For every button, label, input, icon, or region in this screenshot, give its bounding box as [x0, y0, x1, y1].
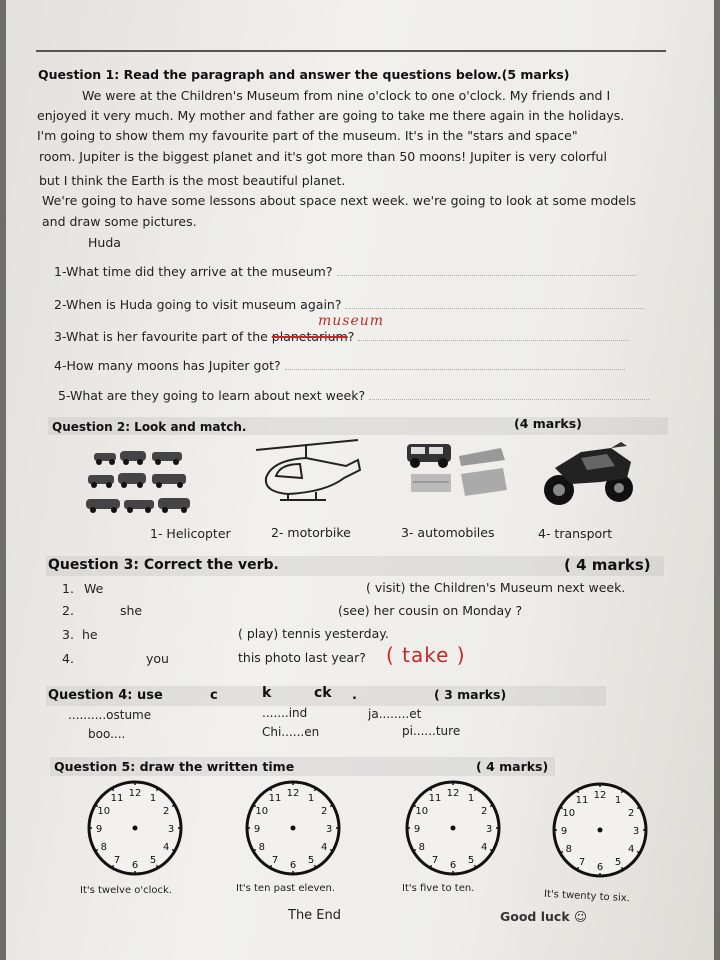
- q3-verb-1: ( visit) the Children's Museum next week.: [366, 580, 626, 595]
- clock-face-1: [85, 778, 185, 878]
- clock-numeral: 7: [113, 855, 121, 867]
- clock-numeral: 8: [258, 842, 265, 853]
- handwritten-correction: museum: [318, 313, 385, 329]
- q3-subject-4: you: [146, 651, 169, 666]
- cars-image: [86, 445, 196, 517]
- clock-numeral: 10: [415, 806, 429, 817]
- clock-centre: [133, 826, 138, 831]
- clock-caption-4: It's twenty to six.: [543, 888, 631, 905]
- clock-numeral: 12: [286, 788, 300, 799]
- clock-numeral: 7: [578, 857, 586, 869]
- clock-numeral: 6: [596, 862, 604, 873]
- clock-face-3: [403, 778, 503, 878]
- q3-marks: ( 4 marks): [564, 556, 651, 574]
- clock-numeral: 12: [593, 790, 607, 801]
- q1-line-5: but I think the Earth is the most beautiful planet.: [39, 173, 346, 188]
- q1-question-4: 4-How many moons has Jupiter got?: [54, 358, 625, 373]
- clock-numeral: 10: [255, 806, 269, 817]
- q4-letter-ck: ck: [314, 685, 332, 701]
- option-automobiles: 3- automobiles: [401, 525, 495, 540]
- clock-numeral: 7: [271, 855, 279, 867]
- q4-word-4: boo....: [88, 727, 126, 741]
- clock-numeral: 1: [467, 792, 475, 804]
- clock-numeral: 2: [481, 806, 488, 817]
- clock-numeral: 4: [163, 842, 170, 853]
- clock-numeral: 4: [481, 842, 488, 853]
- q3-header: Question 3: Correct the verb.: [48, 557, 279, 573]
- q2-marks: (4 marks): [514, 416, 582, 431]
- clock-numeral: 7: [431, 855, 439, 867]
- clock-numeral: 9: [95, 824, 103, 835]
- option-transport: 4- transport: [538, 526, 613, 541]
- q3-verb-4: this photo last year?: [238, 650, 366, 665]
- option-helicopter: 1- Helicopter: [150, 526, 231, 541]
- clock-caption-3: It's five to ten.: [402, 883, 475, 894]
- clock-numeral: 3: [485, 824, 493, 835]
- q4-marks: ( 3 marks): [434, 687, 507, 702]
- top-rule: [36, 50, 666, 52]
- q3-subject-1: We: [84, 581, 104, 596]
- q4-letter-k: k: [262, 685, 272, 701]
- q1-line-6: We're going to have some lessons about space next week. we're going to look at some models: [42, 193, 636, 208]
- clock-centre: [451, 826, 456, 831]
- q3-verb-3: ( play) tennis yesterday.: [238, 626, 389, 641]
- clock-numeral: 9: [253, 824, 261, 835]
- q1-question-1: 1-What time did they arrive at the museum?: [54, 264, 637, 279]
- clock-numeral: 3: [632, 826, 640, 837]
- clock-numeral: 4: [321, 842, 328, 853]
- clock-numeral: 2: [163, 806, 170, 817]
- transport-collage-image: [401, 438, 511, 504]
- q1-question-2: 2-When is Huda going to visit museum again?: [54, 297, 645, 312]
- q1-header: Question 1: Read the paragraph and answer the questions below.(5 marks): [38, 67, 570, 82]
- clock-numeral: 1: [307, 792, 315, 804]
- good-luck: Good luck ☺: [500, 909, 588, 924]
- clock-numeral: 8: [418, 842, 425, 853]
- clock-numeral: 12: [128, 788, 142, 799]
- clock-numeral: 11: [428, 792, 442, 804]
- clock-numeral: 10: [562, 808, 576, 819]
- q4-letter-c: c: [210, 688, 218, 703]
- clock-caption-1: It's twelve o'clock.: [80, 885, 173, 896]
- clock-numeral: 11: [268, 792, 282, 804]
- q3-subject-3: he: [82, 627, 98, 642]
- clock-numeral: 10: [97, 806, 111, 817]
- clock-numeral: 1: [614, 794, 622, 806]
- clock-numeral: 5: [467, 855, 475, 867]
- q3-subject-2: she: [120, 603, 143, 618]
- q3-num-4: 4.: [62, 651, 74, 666]
- q1-question-3: 3-What is her favourite part of the planetarium?: [54, 329, 628, 344]
- q4-word-6: pi......ture: [402, 724, 461, 738]
- clock-numeral: 8: [565, 844, 572, 855]
- worksheet: [6, 0, 714, 960]
- handwritten-answer: ( take ): [386, 643, 466, 667]
- helicopter-image: [246, 438, 366, 510]
- clock-numeral: 5: [149, 855, 157, 867]
- clock-numeral: 1: [149, 792, 157, 804]
- option-motorbike: 2- motorbike: [271, 525, 351, 540]
- signature: Huda: [88, 235, 121, 250]
- q5-header: Question 5: draw the written time: [54, 759, 295, 774]
- clock-numeral: 3: [167, 824, 175, 835]
- clock-numeral: 6: [131, 860, 139, 871]
- clock-numeral: 9: [413, 824, 421, 835]
- clock-numeral: 11: [110, 792, 124, 804]
- q4-header: Question 4: use: [48, 688, 163, 703]
- q1-line-2: enjoyed it very much. My mother and father are going to take me there again in the holidays.: [37, 108, 625, 123]
- motorbike-image: [541, 438, 636, 508]
- q1-line-3: I'm going to show them my favourite part of the museum. It's in the "stars and space": [37, 128, 578, 143]
- clock-numeral: 11: [575, 794, 589, 806]
- struck-word: planetarium: [271, 329, 348, 344]
- clock-centre: [598, 828, 603, 833]
- q3-num-2: 2.: [62, 603, 74, 618]
- clock-face-4: [550, 780, 650, 880]
- q4-letter-dot: .: [352, 688, 357, 703]
- q4-word-5: Chi......en: [262, 725, 320, 739]
- clock-numeral: 12: [446, 788, 460, 799]
- q4-word-2: .......ind: [262, 706, 308, 720]
- q3-num-3: 3.: [62, 627, 74, 642]
- clock-centre: [291, 826, 296, 831]
- q1-line-4: room. Jupiter is the biggest planet and it's got more than 50 moons! Jupiter is very colorful: [39, 149, 607, 164]
- q1-question-5: 5-What are they going to learn about next week?: [58, 388, 649, 403]
- q4-word-3: ja........et: [368, 707, 422, 721]
- clock-numeral: 6: [449, 860, 457, 871]
- q4-word-1: ..........ostume: [68, 708, 152, 722]
- clock-numeral: 5: [614, 857, 622, 869]
- q3-num-1: 1.: [62, 581, 74, 596]
- q2-header: Question 2: Look and match.: [52, 420, 247, 434]
- clock-numeral: 2: [628, 808, 635, 819]
- clock-caption-2: It's ten past eleven.: [236, 883, 336, 894]
- q1-line-7: and draw some pictures.: [42, 214, 197, 229]
- clock-numeral: 2: [321, 806, 328, 817]
- clock-numeral: 9: [560, 826, 568, 837]
- q5-marks: ( 4 marks): [476, 759, 549, 774]
- clock-numeral: 6: [289, 860, 297, 871]
- q3-verb-2: (see) her cousin on Monday ?: [338, 603, 523, 618]
- clock-numeral: 8: [100, 842, 107, 853]
- the-end: The End: [288, 908, 342, 923]
- clock-face-2: [243, 778, 343, 878]
- q1-line-1: We were at the Children's Museum from nine o'clock to one o'clock. My friends and I: [82, 88, 611, 103]
- clock-numeral: 5: [307, 855, 315, 867]
- clock-numeral: 3: [325, 824, 333, 835]
- clock-numeral: 4: [628, 844, 635, 855]
